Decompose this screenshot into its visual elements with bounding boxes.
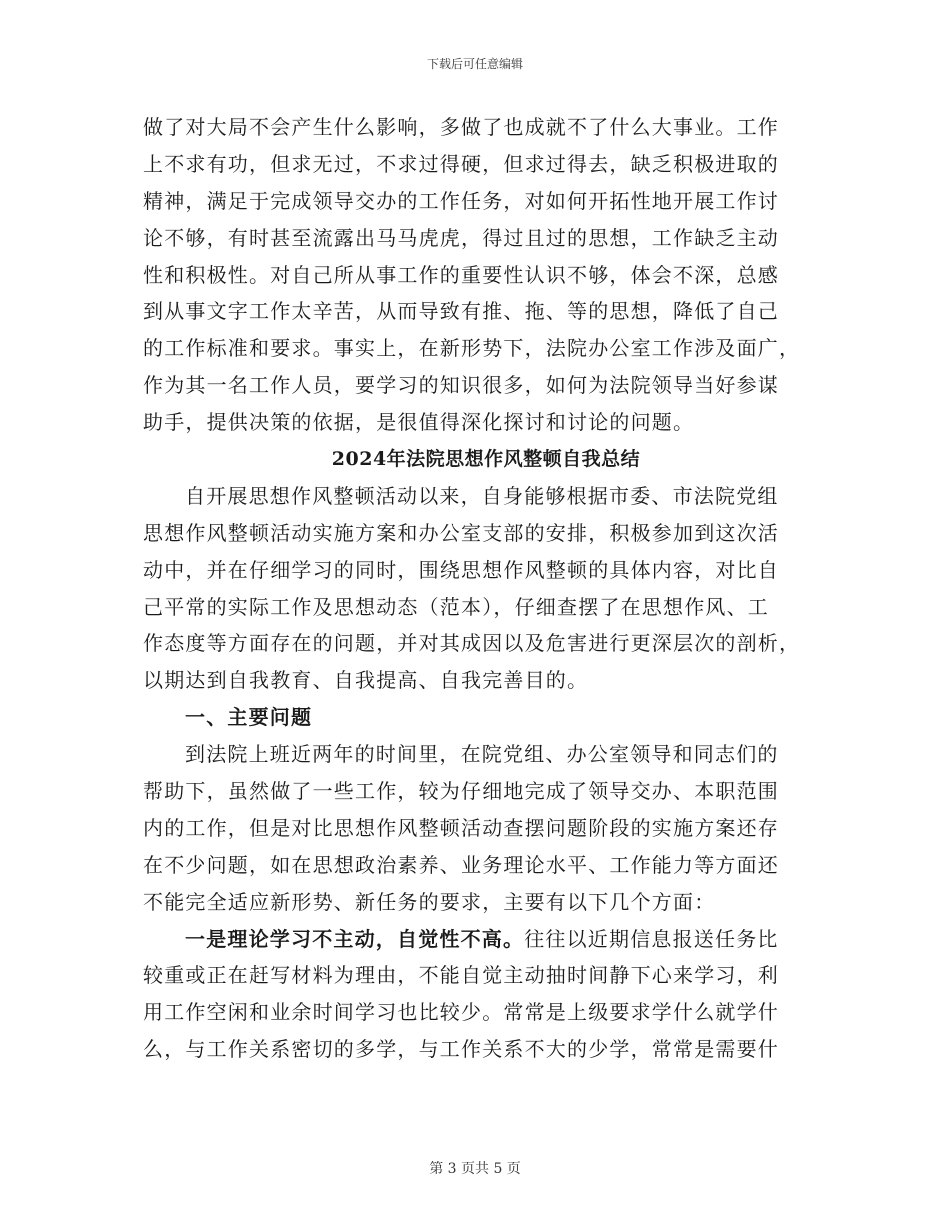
- paragraph-line: 作为其一名工作人员，要学习的知识很多，如何为法院领导当好参谋: [143, 373, 779, 398]
- paragraph-line: 上不求有功，但求无过，不求过得硬，但求过得去，缺乏积极进取的: [143, 151, 779, 176]
- paragraph-line: 么，与工作关系密切的多学，与工作关系不大的少学，常常是需要什: [143, 1037, 779, 1062]
- document-body: [143, 112, 823, 1071]
- bold-lead-text: 一是理论学习不主动，自觉性不高。: [185, 926, 525, 951]
- paragraph-line: 自开展思想作风整顿活动以来，自身能够根据市委、市法院党组: [185, 483, 779, 508]
- paragraph-line: 的工作标准和要求。事实上，在新形势下，法院办公室工作涉及面广，: [143, 336, 801, 361]
- paragraph-line: 帮助下，虽然做了一些工作，较为仔细地完成了领导交办、本职范围: [143, 779, 779, 804]
- paragraph-text: 往往以近期信息报送任务比: [524, 926, 779, 951]
- paragraph-line: 较重或正在赶写材料为理由，不能自觉主动抽时间静下心来学习，利: [143, 963, 779, 988]
- paragraph-line: 己平常的实际工作及思想动态（范本），仔细查摆了在思想作风、工: [143, 594, 769, 619]
- paragraph-line: 内的工作，但是对比思想作风整顿活动查摆问题阶段的实施方案还存: [143, 815, 779, 840]
- paragraph-line: 用工作空闲和业余时间学习也比较少。常常是上级要求学什么就学什: [143, 1000, 779, 1025]
- paragraph-line: 做了对大局不会产生什么影响，多做了也成就不了什么大事业。工作: [143, 115, 779, 139]
- paragraph-line: 到法院上班近两年的时间里，在院党组、办公室领导和同志们的: [185, 742, 779, 767]
- paragraph-line: 以期达到自我教育、自我提高、自我完善目的。: [143, 668, 589, 693]
- document-title: 2024年法院思想作风整顿自我总结: [331, 448, 641, 471]
- page-header-note: 下载后可任意编辑: [426, 57, 523, 71]
- paragraph-line: 助手，提供决策的依据，是很值得深化探讨和讨论的问题。: [143, 410, 695, 435]
- paragraph-line: 论不够，有时甚至流露出马马虎虎，得过且过的思想，工作缺乏主动: [143, 225, 779, 250]
- paragraph-line: 动中，并在仔细学习的同时，围绕思想作风整顿的具体内容，对比自: [143, 557, 779, 582]
- paragraph-line: 到从事文字工作太辛苦，从而导致有推、拖、等的思想，降低了自己: [143, 299, 779, 324]
- section-heading: 一、主要问题: [185, 705, 313, 730]
- paragraph-line: 不能完全适应新形势、新任务的要求，主要有以下几个方面：: [143, 889, 716, 914]
- page-number: 第 3 页共 5 页: [429, 1161, 521, 1177]
- paragraph-line: 思想作风整顿活动实施方案和办公室支部的安排，积极参加到这次活: [143, 520, 779, 545]
- paragraph-line-with-lead: [143, 924, 823, 954]
- paragraph-line: 精神，满足于完成领导交办的工作任务，对如何开拓性地开展工作讨: [143, 188, 779, 213]
- paragraph-line: 性和积极性。对自己所从事工作的重要性认识不够，体会不深，总感: [143, 262, 779, 287]
- paragraph-line: 作态度等方面存在的问题，并对其成因以及危害进行更深层次的剖析，: [143, 631, 801, 656]
- paragraph-line: 在不少问题，如在思想政治素养、业务理论水平、工作能力等方面还: [143, 852, 779, 877]
